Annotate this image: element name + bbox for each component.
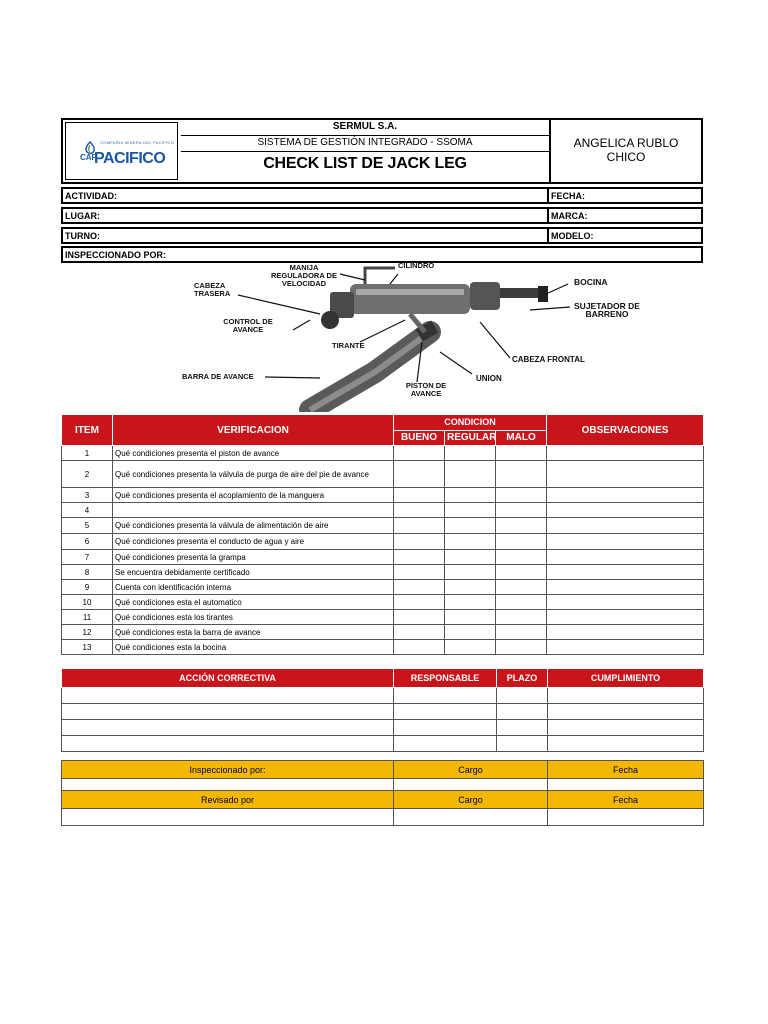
action-cell[interactable] [62,720,394,736]
cumplimiento-cell[interactable] [548,688,704,704]
bueno-cell[interactable] [394,534,445,550]
checklist-row [62,640,704,655]
observaciones-cell[interactable] [547,550,704,565]
cumplimiento-cell[interactable] [548,720,704,736]
company-name: SERMUL S.A. [332,121,398,132]
reviewer-name-cell[interactable] [62,809,394,826]
col-header-accion: ACCIÓN CORRECTIVA [62,669,394,688]
label-cabeza-trasera [194,282,230,298]
action-cell[interactable] [62,688,394,704]
bueno-cell[interactable] [394,488,445,503]
person-name-line1: ANGELICA RUBLO [573,136,679,150]
label-union: UNION [476,374,502,383]
checklist-row [62,461,704,488]
checklist-row [62,534,704,550]
corrective-actions-table [61,668,704,752]
label-manija-line1: MANIJA [289,263,319,272]
observaciones-cell[interactable] [547,461,704,488]
label-sujetador [572,302,642,318]
col-header-regular: REGULAR [445,430,496,446]
checklist-table [61,414,704,655]
reviewer-cargo-cell[interactable] [394,809,548,826]
modelo-label: MODELO: [551,231,594,241]
item-number: 12 [62,625,113,640]
verification-text: Qué condiciones presenta el acoplamiento de la manguera [113,488,394,503]
label-piston-line2: AVANCE [410,389,442,398]
action-row [62,688,704,704]
document-header [61,118,703,184]
cumplimiento-cell[interactable] [548,704,704,720]
action-cell[interactable] [62,736,394,752]
responsible-person [549,120,701,182]
col-header-verificacion: VERIFICACION [113,415,394,446]
reviewer-fecha-cell[interactable] [548,809,704,826]
label-cabeza-trasera-line2: TRASERA [194,289,231,298]
bueno-cell[interactable] [394,550,445,565]
info-row-lugar [61,207,703,224]
malo-cell[interactable] [496,565,547,580]
col-header-responsable: RESPONSABLE [394,669,497,688]
verification-text: Qué condiciones esta la bocina [113,640,394,655]
label-control-line1: CONTROL DE [223,317,273,326]
verification-text: Qué condiciones presenta la válvula de alimentación de aire [113,518,394,534]
header-title-block [181,120,549,182]
header-divider [181,135,549,136]
label-barra-avance: BARRA DE AVANCE [182,372,254,381]
signature-row [62,809,704,826]
company-logo [65,122,178,180]
regular-cell[interactable] [445,565,496,580]
checklist-row [62,610,704,625]
observaciones-cell[interactable] [547,503,704,518]
regular-cell[interactable] [445,503,496,518]
col-header-observaciones: OBSERVACIONES [547,415,704,446]
plazo-cell[interactable] [497,704,548,720]
label-sujetador-line2: BARRENO [585,309,629,319]
bueno-cell[interactable] [394,595,445,610]
label-manija [268,264,340,288]
malo-cell[interactable] [496,446,547,461]
checklist-row [62,565,704,580]
label-cabeza-frontal: CABEZA FRONTAL [512,355,585,364]
label-bocina: BOCINA [574,277,608,287]
regular-cell[interactable] [445,518,496,534]
verification-text [113,503,394,518]
action-row [62,720,704,736]
system-name: SISTEMA DE GESTIÓN INTEGRADO - SSOMA [257,137,473,148]
bueno-cell[interactable] [394,503,445,518]
malo-cell[interactable] [496,518,547,534]
malo-cell[interactable] [496,625,547,640]
col-header-cumplimiento: CUMPLIMIENTO [548,669,704,688]
observaciones-cell[interactable] [547,488,704,503]
item-number: 6 [62,534,113,550]
malo-cell[interactable] [496,610,547,625]
bueno-cell[interactable] [394,565,445,580]
item-number: 13 [62,640,113,655]
label-control-line2: AVANCE [232,325,264,334]
malo-cell[interactable] [496,580,547,595]
item-number: 7 [62,550,113,565]
item-number: 11 [62,610,113,625]
observaciones-cell[interactable] [547,610,704,625]
checklist-row [62,488,704,503]
logo-wordmark: PACIFICO [94,150,166,167]
label-piston-line1: PISTON DE [405,381,447,390]
verification-text: Qué condiciones presenta la válvula de purga de aire del pie de avance [113,461,394,488]
fecha-header: Fecha [548,791,704,809]
bueno-cell[interactable] [394,461,445,488]
verification-text: Qué condiciones esta los tirantes [113,610,394,625]
col-header-condicion: CONDICION [394,415,547,431]
item-number: 10 [62,595,113,610]
malo-cell[interactable] [496,534,547,550]
item-number: 2 [62,461,113,488]
label-cilindro: CILINDRO [398,261,435,270]
observaciones-cell[interactable] [547,580,704,595]
cargo-header: Cargo [394,791,548,809]
responsable-cell[interactable] [394,736,497,752]
item-number: 1 [62,446,113,461]
checklist-row [62,625,704,640]
action-row [62,736,704,752]
regular-cell[interactable] [445,446,496,461]
item-number: 3 [62,488,113,503]
verification-text: Qué condiciones presenta el conducto de agua y aire [113,534,394,550]
observaciones-cell[interactable] [547,534,704,550]
bueno-cell[interactable] [394,446,445,461]
handle-shape [365,268,395,284]
cumplimiento-cell[interactable] [548,736,704,752]
info-row-turno [61,227,703,244]
item-number: 5 [62,518,113,534]
checklist-row [62,518,704,534]
turno-label: TURNO: [65,231,100,241]
observaciones-cell[interactable] [547,518,704,534]
responsable-cell[interactable] [394,688,497,704]
regular-cell[interactable] [445,550,496,565]
item-number: 9 [62,580,113,595]
malo-cell[interactable] [496,595,547,610]
col-header-plazo: PLAZO [497,669,548,688]
action-row [62,704,704,720]
observaciones-cell[interactable] [547,595,704,610]
control-knob-shape [321,311,339,329]
malo-cell[interactable] [496,461,547,488]
verification-text: Qué condiciones esta el automatico [113,595,394,610]
item-number: 4 [62,503,113,518]
drill-cylinder-shape [350,284,470,314]
label-sujetador-line1: SUJETADOR DE [574,301,640,311]
regular-cell[interactable] [445,625,496,640]
fecha-label: FECHA: [551,191,585,201]
bueno-cell[interactable] [394,580,445,595]
front-head-shape [470,282,500,310]
cargo-header: Cargo [394,761,548,779]
item-number: 8 [62,565,113,580]
verification-text: Qué condiciones esta la barra de avance [113,625,394,640]
info-row-inspeccionado [61,246,703,263]
verification-text: Cuenta con identificación interna [113,580,394,595]
info-row-actividad [61,187,703,204]
col-header-malo: MALO [496,430,547,446]
responsable-cell[interactable] [394,720,497,736]
header-divider [181,151,549,152]
info-separator [547,189,549,202]
label-manija-line3: VELOCIDAD [281,279,327,288]
regular-cell[interactable] [445,461,496,488]
label-tirante: TIRANTE [332,341,365,350]
regular-cell[interactable] [445,595,496,610]
regular-cell[interactable] [445,640,496,655]
checklist-row [62,580,704,595]
bueno-cell[interactable] [394,518,445,534]
regular-cell[interactable] [445,580,496,595]
malo-cell[interactable] [496,488,547,503]
label-manija-line2: REGULADORA DE [271,271,337,280]
observaciones-cell[interactable] [547,446,704,461]
responsable-cell[interactable] [394,704,497,720]
verification-text: Qué condiciones presenta la grampa [113,550,394,565]
inspeccionado-header: Inspeccionado por: [62,761,394,779]
regular-cell[interactable] [445,488,496,503]
logo-tagline: COMPAÑÍA MINERA DEL PACÍFICO [100,140,175,145]
verification-text: Se encuentra debidamente certificado [113,565,394,580]
checklist-row [62,503,704,518]
observaciones-cell[interactable] [547,625,704,640]
malo-cell[interactable] [496,640,547,655]
actividad-label: ACTIVIDAD: [65,191,117,201]
checklist-body [62,446,704,655]
plazo-cell[interactable] [497,736,548,752]
person-name-line2: CHICO [606,150,646,164]
jack-leg-diagram [170,261,640,412]
observaciones-cell[interactable] [547,640,704,655]
info-separator [547,209,549,222]
lugar-label: LUGAR: [65,211,100,221]
bueno-cell[interactable] [394,640,445,655]
info-separator [547,229,549,242]
plazo-cell[interactable] [497,720,548,736]
review-signature-table [61,790,704,826]
malo-cell[interactable] [496,550,547,565]
col-header-item: ITEM [62,415,113,446]
regular-cell[interactable] [445,534,496,550]
inspeccionado-label: INSPECCIONADO POR: [65,250,167,260]
document-title: CHECK LIST DE JACK LEG [263,155,467,172]
bueno-cell[interactable] [394,610,445,625]
label-piston-avance [396,382,456,398]
label-control-avance [218,318,278,334]
checklist-row [62,550,704,565]
checklist-row [62,595,704,610]
regular-cell[interactable] [445,610,496,625]
revisado-header: Revisado por [62,791,394,809]
verification-text: Qué condiciones presenta el piston de avance [113,446,394,461]
logo-cap-text: CAP [80,153,97,162]
bueno-cell[interactable] [394,625,445,640]
plazo-cell[interactable] [497,688,548,704]
fecha-header: Fecha [548,761,704,779]
marca-label: MARCA: [551,211,588,221]
label-cabeza-trasera-line1: CABEZA [194,281,226,290]
observaciones-cell[interactable] [547,565,704,580]
checklist-row [62,446,704,461]
malo-cell[interactable] [496,503,547,518]
col-header-bueno: BUENO [394,430,445,446]
action-cell[interactable] [62,704,394,720]
